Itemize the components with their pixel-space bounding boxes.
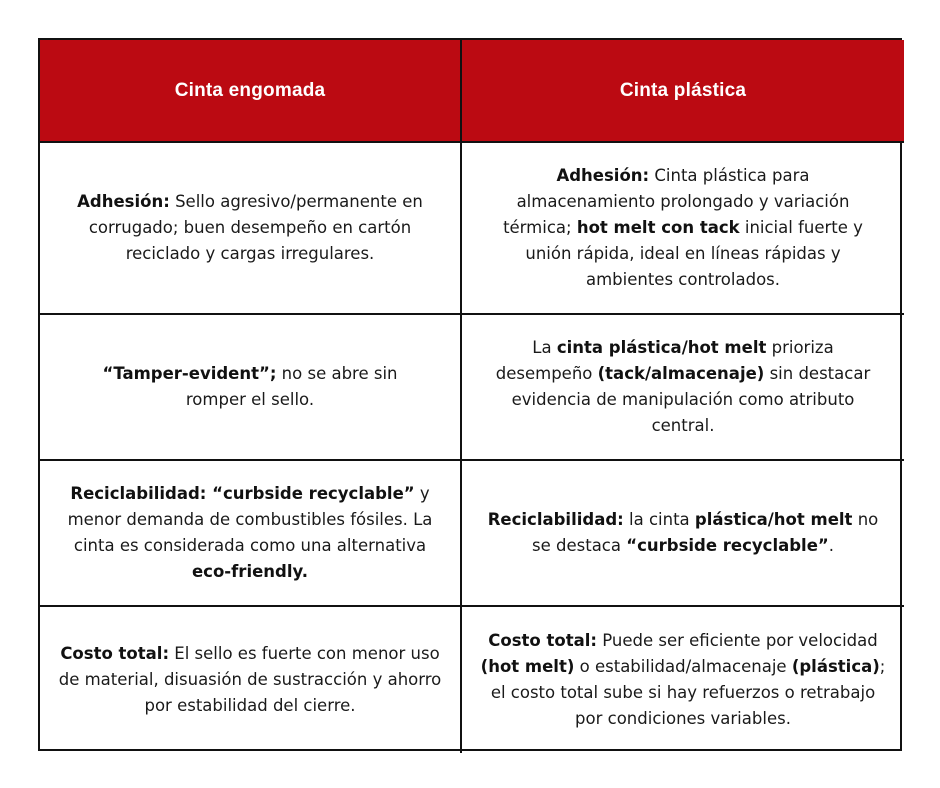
bold-text: Adhesión: xyxy=(77,192,170,211)
cell-tamper-engomada xyxy=(40,313,462,459)
comparison-table xyxy=(38,38,902,751)
cell-text xyxy=(478,628,888,732)
header-label: Cinta plástica xyxy=(619,79,747,101)
cell-text xyxy=(476,507,890,559)
body-text: no se abre sin romper el sello. xyxy=(185,364,398,409)
bold-text: eco-friendly. xyxy=(191,562,309,581)
bold-text: Costo total: xyxy=(488,631,597,650)
header-label: Cinta engomada xyxy=(174,79,326,101)
body-text: Puede ser eficiente por velocidad xyxy=(596,631,878,650)
bold-text: plástica/hot melt xyxy=(694,510,853,529)
bold-text: (hot melt) xyxy=(480,657,575,676)
body-text: o estabilidad/almacenaje xyxy=(574,657,792,676)
cell-adhesion-engomada xyxy=(40,141,462,313)
cell-text xyxy=(56,641,444,719)
cell-tamper-plastica xyxy=(462,313,904,459)
bold-text: “Tamper-evident”; xyxy=(102,364,277,383)
body-text: la cinta xyxy=(623,510,695,529)
header-cell-cinta-plastica xyxy=(462,40,904,141)
cell-text xyxy=(496,163,870,293)
cell-costo-plastica xyxy=(462,605,904,753)
bold-text: “curbside recyclable” xyxy=(626,536,829,555)
body-text: y menor demanda de combustibles fósiles. La cinta es considerada como una alternativa xyxy=(67,484,433,555)
cell-costo-engomada xyxy=(40,605,462,753)
body-text: Sello agresivo/permanente en corrugado; buen desempeño en cartón reciclado y cargas irregulares. xyxy=(88,192,423,263)
body-text: . xyxy=(828,536,834,555)
body-text: inicial fuerte y unión rápida, ideal en líneas rápidas y ambientes controlados. xyxy=(525,218,863,289)
bold-text: cinta plástica/hot melt xyxy=(556,338,767,357)
body-text: ; el costo total sube si hay refuerzos o retrabajo por condiciones variables. xyxy=(490,657,886,728)
cell-reciclabilidad-plastica xyxy=(462,459,904,605)
body-text: Cinta plástica para almacenamiento prolongado y variación térmica; xyxy=(503,166,850,237)
body-text: no se destaca xyxy=(532,510,879,555)
cell-reciclabilidad-engomada xyxy=(40,459,462,605)
bold-text: (tack/almacenaje) xyxy=(597,364,765,383)
cell-text xyxy=(58,189,442,267)
cell-adhesion-plastica xyxy=(462,141,904,313)
bold-text: (plástica) xyxy=(791,657,880,676)
bold-text: Reciclabilidad: “curbside recyclable” xyxy=(70,484,415,503)
header-cell-cinta-engomada xyxy=(40,40,462,141)
body-text: El sello es fuerte con menor uso de material, disuasión de sustracción y ahorro por estabilidad del cierre. xyxy=(58,644,442,715)
cell-text xyxy=(488,335,878,439)
bold-text: Reciclabilidad: xyxy=(487,510,624,529)
body-text: sin destacar evidencia de manipulación como atributo central. xyxy=(511,364,871,435)
cell-text xyxy=(74,361,426,413)
body-text: prioriza desempeño xyxy=(495,338,834,383)
cell-text xyxy=(54,481,446,585)
bold-text: hot melt con tack xyxy=(576,218,740,237)
body-text: La xyxy=(532,338,557,357)
bold-text: Adhesión: xyxy=(556,166,650,185)
bold-text: Costo total: xyxy=(60,644,170,663)
